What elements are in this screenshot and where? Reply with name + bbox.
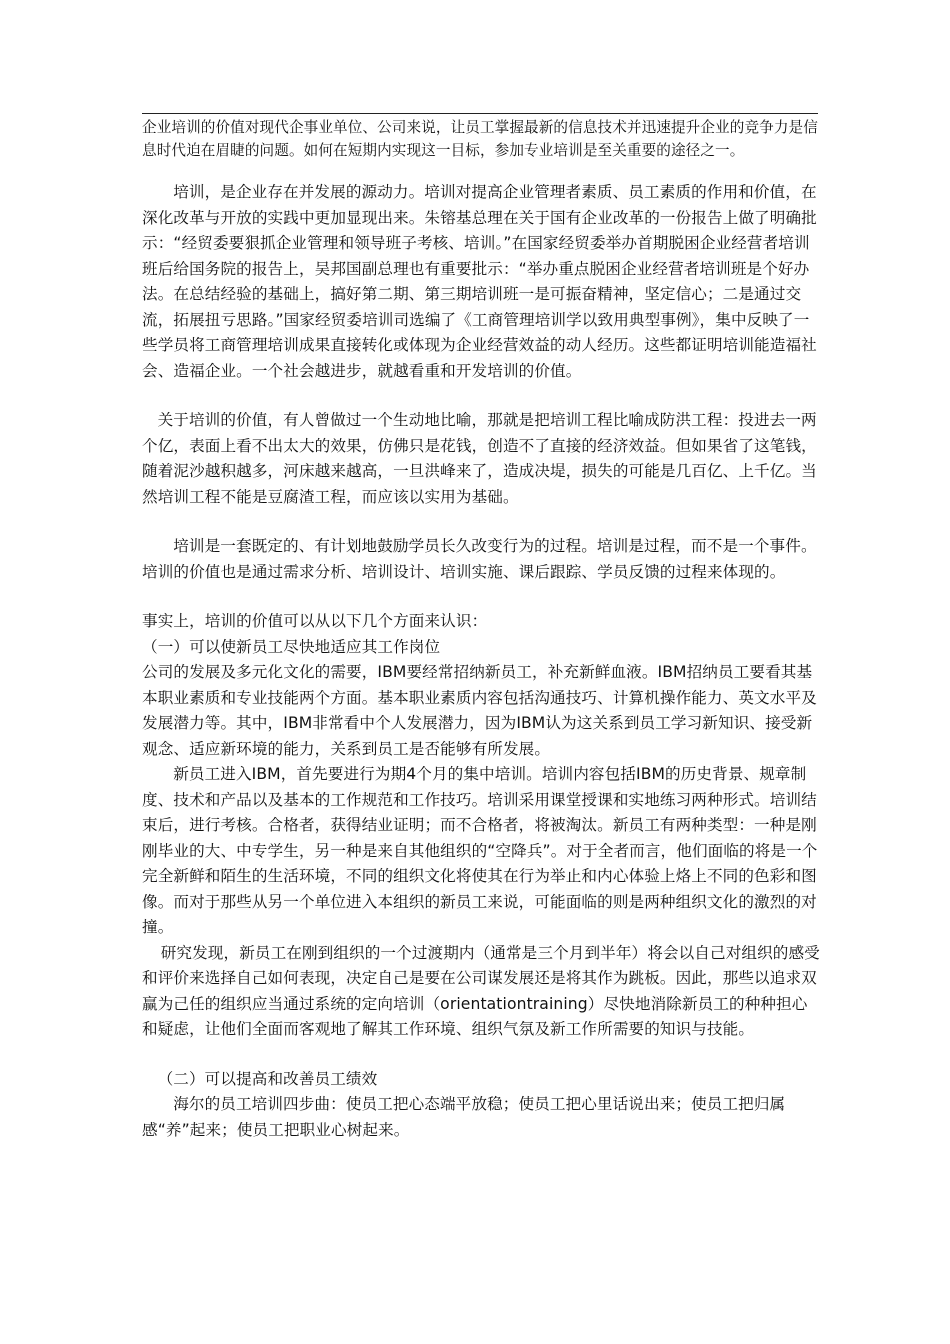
paragraph-training-process: 培训是一套既定的、有计划地鼓励学员长久改变行为的过程。培训是过程，而不是一个事件。培训的价值也是通过需求分析、培训设计、培训实施、课后跟踪、学员反馈的过程来体现的。 bbox=[142, 537, 817, 581]
intro-paragraph: 企业培训的价值对现代企事业单位、公司来说，让员工掌握最新的信息技术并迅速提升企业的竞争力是信息时代迫在眉睫的问题。如何在短期内实现这一目标，参加专业培训是至关重要的途径之一。 bbox=[142, 119, 818, 159]
paragraph-training-source: 培训，是企业存在并发展的源动力。培训对提高企业管理者素质、员工素质的作用和价值，在深化改革与开放的实践中更加显现出来。朱镕基总理在关于国有企业改革的一份报告上做了明确批示：“经贸委要狠抓企业管理和领导班子考核、培训。”在国家经贸委举办首期脱困企业经营者培训班后给国务院的报告上，吴邦国副总理也有重要批示：“举办重点脱困企业经营者培训班是个好办法。在总结经验的基础上，搞好第二期、第三期培训班一是可振奋精神，坚定信心；二是通过交流，拓展扭亏思路。”国家经贸委培训司选编了《工商管理培训学以致用典型事例》，集中反映了一些学员将工商管理培训成果直接转化或体现为企业经营效益的动人经历。这些都证明培训能造福社会、造福企业。一个社会越进步，就越看重和开发培训的价值。 bbox=[142, 183, 817, 380]
paragraph-flood-metaphor: 关于培训的价值，有人曾做过一个生动地比喻，那就是把培训工程比喻成防洪工程：投进去一两个亿，表面上看不出太大的效果，仿佛只是花钱，创造不了直接的经济效益。但如果省了这笔钱，随着泥沙越积越多，河床越来越高，一旦洪峰来了，造成决堤，损失的可能是几百亿、上千亿。当然培训工程不能是豆腐渣工程，而应该以实用为基础。 bbox=[142, 411, 817, 506]
paragraph-ibm-recruit: 公司的发展及多元化文化的需要，IBM要经常招纳新员工，补充新鲜血液。IBM招纳员工要看其基本职业素质和专业技能两个方面。基本职业素质内容包括沟通技巧、计算机操作能力、英文水平及发展潜力等。其中，IBM非常看中个人发展潜力，因为IBM认为这关系到员工学习新知识、接受新观念、适应新环境的能力，关系到员工是否能够有所发展。 bbox=[142, 663, 817, 758]
paragraph-haier: 海尔的员工培训四步曲：使员工把心态端平放稳；使员工把心里话说出来；使员工把归属感“养”起来；使员工把职业心树起来。 bbox=[142, 1095, 786, 1139]
paragraph-value-aspects: 事实上，培训的价值可以从以下几个方面来认识： bbox=[142, 612, 488, 630]
paragraph-research: 研究发现，新员工在刚到组织的一个过渡期内（通常是三个月到半年）将会以自己对组织的感受和评价来选择自己如何表现，决定自己是要在公司谋发展还是将其作为跳板。因此，那些以追求双赢为己任的组织应当通过系统的定向培训（orientationtraining）尽快地消除新员工的种种担心和疑虑，让他们全面而客观地了解其工作环境、组织气氛及新工作所需要的知识与技能。 bbox=[142, 943, 820, 1038]
paragraph-ibm-training: 新员工进入IBM，首先要进行为期4个月的集中培训。培训内容包括IBM的历史背景、规章制度、技术和产品以及基本的工作规范和工作技巧。培训采用课堂授课和实地练习两种形式。培训结束后，进行考核。合格者，获得结业证明；而不合格者，将被淘汰。新员工有两种类型：一种是刚刚毕业的大、中专学生，另一种是来自其他组织的“空降兵”。对于全者而言，他们面临的将是一个完全新鲜和陌生的生活环境，不同的组织文化将使其在行为举止和内心体验上烙上不同的色彩和图像。而对于那些从另一个单位进入本组织的新员工来说，可能面临的则是两种组织文化的激烈的对撞。 bbox=[142, 765, 818, 936]
document-body bbox=[142, 116, 822, 1143]
section-heading-1: （一）可以使新员工尽快地适应其工作岗位 bbox=[142, 637, 441, 656]
header-rule bbox=[142, 113, 818, 114]
section-heading-2: （二）可以提高和改善员工绩效 bbox=[157, 1069, 378, 1088]
